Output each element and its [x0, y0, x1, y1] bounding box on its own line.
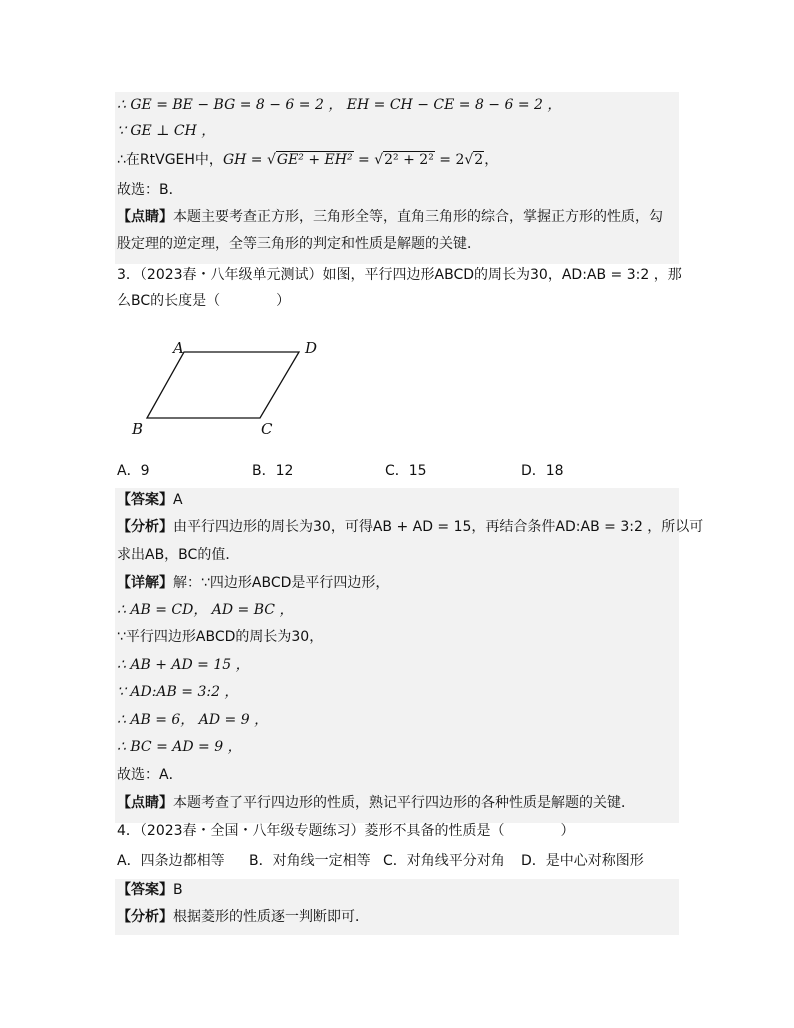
vertex-label-c: C	[261, 420, 273, 438]
q3-detail-6: ∴ AB = 6， AD = 9 ，	[117, 712, 269, 728]
solution-line-4: 故选：B．	[117, 182, 183, 198]
q4-option-b: B．对角线一定相等	[249, 853, 371, 869]
solution-line-3: ∴在RtVGEH中，GH = √GE² + EH² = √2² + 2² = 2√2，	[117, 152, 499, 168]
parallelogram-shape	[147, 352, 299, 418]
q3-stem-2: 么BC的长度是（ ）	[117, 293, 291, 309]
q4-analysis: 【分析】根据菱形的性质逐一判断即可．	[117, 909, 369, 925]
sqrt-expression-1: √GE² + EH²	[266, 152, 353, 168]
vertex-label-a: A	[173, 339, 184, 357]
sqrt-expression-3: √2	[464, 152, 484, 168]
solution-line-2: ∵ GE ⊥ CH ，	[117, 123, 216, 139]
sqrt-expression-2: √2² + 2²	[374, 152, 434, 168]
q3-option-d: D．18	[521, 463, 564, 479]
solution-comment-1: 【点睛】本题主要考查正方形，三角形全等，直角三角形的综合，掌握正方形的性质，勾	[117, 209, 663, 225]
q3-detail-7: ∴ BC = AD = 9 ，	[117, 739, 242, 755]
solution-comment-2: 股定理的逆定理，全等三角形的判定和性质是解题的关键．	[117, 236, 481, 252]
q3-detail-2: ∴ AB = CD， AD = BC ，	[117, 602, 294, 618]
q3-answer: 【答案】A	[117, 492, 183, 508]
q3-option-a: A．9	[117, 463, 150, 479]
q3-detail-4: ∴ AB + AD = 15 ，	[117, 657, 250, 673]
vertex-label-d: D	[305, 339, 318, 357]
q3-detail-8: 故选：A．	[117, 767, 183, 783]
q3-detail-3: ∵平行四边形ABCD的周长为30，	[117, 629, 324, 645]
q4-answer: 【答案】B	[117, 882, 183, 898]
q3-detail-5: ∵ AD:AB = 3:2 ，	[117, 684, 239, 700]
q4-stem: 4．（2023春・全国・八年级专题练习）菱形不具备的性质是（ ）	[117, 823, 575, 839]
q4-option-d: D．是中心对称图形	[521, 853, 644, 869]
q3-stem-1: 3．（2023春・八年级单元测试）如图，平行四边形ABCD的周长为30，AD:AB = 3:2 ，那	[117, 267, 682, 283]
q3-analysis-1: 【分析】由平行四边形的周长为30，可得AB + AD = 15，再结合条件AD:AB = 3:2 ，所以可	[117, 519, 704, 535]
q4-option-c: C．对角线平分对角	[383, 853, 505, 869]
q3-analysis-2: 求出AB，BC的值．	[117, 547, 240, 563]
q3-option-b: B．12	[252, 463, 294, 479]
q3-detail-1: 【详解】解：∵四边形ABCD是平行四边形，	[117, 575, 390, 591]
parallelogram-figure	[125, 335, 345, 445]
q3-option-c: C．15	[385, 463, 427, 479]
q3-comment: 【点睛】本题考查了平行四边形的性质，熟记平行四边形的各种性质是解题的关键．	[117, 795, 635, 811]
q4-option-a: A．四条边都相等	[117, 853, 225, 869]
vertex-label-b: B	[132, 420, 144, 438]
solution-line-1: ∴ GE = BE − BG = 8 − 6 = 2 ， EH = CH − CE = 8 − 6 = 2 ，	[117, 97, 562, 113]
